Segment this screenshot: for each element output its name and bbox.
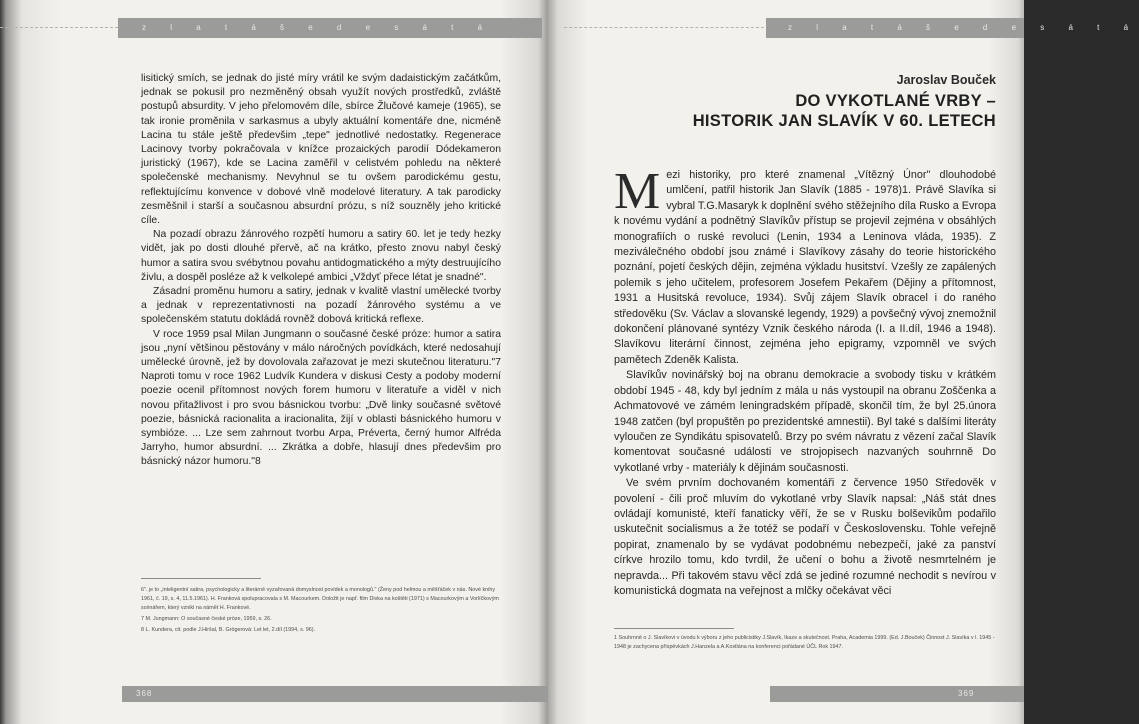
paragraph: lisitický smích, se jednak do jisté míry vrátil ke svým dadaistickým začátkům, jednak se pokusil pro nezměněný obsah využít nových prostředků, zvláště postupů absurdity. V jeho přelomovém díle, sbírce Žlučové kameje (1965), se tak ironie proměnila v sarkasmus a ubyly aktuální komentáře dne, nicméně Lacina tu stále ještě předevšim „tepe" jednotlivé nedostatky. Regenerace Lacinovy tvorby pokračovala v knížce prozaických parodií Dódekameron juristický (1967), kde se Lacina zaměřil v celistvém pohledu na některé společenské mechanismy. Nevyhnul se tu ovšem parodickému gestu, reflektujícímu konvence v dobové vlně modelové literatury. A tak parodicky zesměšnil i starší a současnou absurdní prózu, s níž souzněly jeho kritické cíle. [141,73,501,227]
lead-paragraph [614,163,996,368]
article-title-line2: HISTORIK JAN SLAVÍK V 60. LETECH [692,112,996,130]
article-author: Jaroslav Bouček [896,73,996,87]
running-header-text: z l a t á š e d e s á t á [788,23,1139,32]
header-dashes [0,27,118,28]
paragraph: Na pozadí obrazu žánrového rozpětí humoru a satiry 60. let je tedy hezky vidět, jak po dosti dlouhé přervě, ač na krátko, přesto znovu nabyl český humor a satira svou svébytnou povahu antidogmatického a mýty destruujícího živlu, a dospěl posléze až k velkolepé ambici „Vždyť přece létat je snadné". [141,229,501,283]
page-footer-left [122,686,548,702]
running-header-left [118,18,542,38]
paragraph: Slavíkův novinářský boj na obranu demokracie a svobody tisku v krátkém období 1945 - 48, kdy byl jedním z mála u nás vystoupil na obranu Zoščenka a Achmatovové ve zámém leningradském případě, skončil tím, že byl 25.února 1948 zatčen (byl propuštěn po prezidentské amnestii). Byl také s dalšími literáty vyloučen ze Syndikátu spisovatelů. Brzy po svém návratu z vězení začal Slavík komentovat současné události ve strojopisech nazvaných souhrnně Do vykotlané vrby - materiály k dějinám současnosti. [614,369,996,474]
right-page [548,0,1139,724]
paragraph: V roce 1959 psal Milan Jungmann o současné české próze: humor a satira jsou „nyní většinou pěstovány v málo náročných povídkách, které nedosahují umělecké úrovně, jež by dovolovala zařazovat je mezi skutečnou literaturu."7 Naproti tomu v roce 1962 Ludvík Kundera v diskusi Cesty a podoby moderní poezie ocenil přítomnost nových forem humoru v literatuře a viděl v nich novou přitažlivost i pro svou básnickou tvorbu: „Dvě linky současné světové poezie, básnická racionalita a iracionalita, žijí v oblasti básnického humoru v symbióze. ... Lze sem zahrnout tvorbu Arpa, Préverta, černý humor Alfréda Jarryho, humor absurdní. ... Zkrátka a dobře, hlasují dnes předevšim pro básnický názor humoru."8 [141,328,501,468]
paragraph: Zásadní proměnu humoru a satiry, jednak v kvalitě vlastní umělecké tvorby a jednak v reprezentativnosti na pozadí žánrového systému a ve společenském statutu dokládá rovněž dobová kritická reflexe. [141,286,501,326]
header-dashes [564,27,764,28]
right-body-text [614,163,996,599]
drop-cap: M [614,163,661,220]
right-footnotes [614,634,996,654]
footnote-rule [141,578,261,579]
footnote: 7 M. Jungmann: O současné české próze, 1959, s. 26. [141,616,272,622]
page-number: 369 [958,689,975,698]
left-page [0,0,548,724]
left-body-text [141,72,501,470]
footnote: 6". je to „inteligentní satira, psychologicky a literárně vyzařovaná domyslnost povídek a monologů." (Ženy pod helmou a měšťáček v nás. Nové knihy 1961, č. 19, s. 4, 11.5.1961). H. Franková spolupracovala s M. Macourkem. Doložit je např. film Divka na koštěti (1971) s Macourkovým a Vorlíčkovým scénářem, který vznikl na námět H. Frankové. [141,587,499,611]
running-header-right [766,18,1139,38]
page-number: 368 [136,689,153,698]
lead-paragraph-text: ezi historiky, pro které znamenal „Vítězný Únor" dlouhodobé umlčení, patřil historik Jan Slavík (1885 - 1978)1. Právě Slavíka si vybral T.G.Masaryk k doplnění svého stěžejního díla Rusko a Evropa k novému vydání a podnětný Slavíkův přístup se projevil zejména v obsáhlých monografiích o ruské revoluci (Lenin, 1934 a Leninova vláda, 1935). Z meziválečného období jsou známé i Slavíkovy zásahy do teorie historického poznání, pojetí českých dějin, zejména výkladu husitství. Vzešly ze zapálených polemik s jeho učitelem, profesorem Josefem Pekařem (Dějiny a přítomnost, 1931 a Husitská revoluce, 1934). Svůj zájem Slavík obracel i do raného středověku (Sv. Václav a slovanské legendy, 1929) a povšečný vývoj znemožnil dokončení plánované syntézy Vznik českého národa (I. a II.díl, 1946 a 1948). Slavíkovu literární činnost, zejména jeho epigramy, vzpomněl ve svých pamětech Zdeněk Kalista. [614,169,996,366]
footnote: 8 L. Kundera, cit. podle J.Hiršal, B. Grögerová: Let let, 2.díl (1994, s. 96). [141,627,316,633]
paragraph: Ve svém prvním dochovaném komentáři z července 1950 Středověk v povolení - čili proč mluvím do vykotlané vrby Slavík napsal: „Náš stát dnes ovládají komunisté, kteří fanaticky věří, že se v Rusku bolševikům podařilo uskutečnit socialismus a že totéž se podaří v Československu. Tohle veřejně popirat, znamenalo by se vydávat podobnému nebezpečí, jaké za panství církve hrozilo tomu, kdo tvrdil, že učení o bohu a životě nesmrtelném je nepravda... Při takovém stavu věcí zdá se jediné rozumné nechodit s nevírou v komunistická dogmata na veřejnost a mlčky očekávat věci [614,477,996,597]
footnote-rule [614,628,734,629]
footnote: 1 Souhrnně o J. Slavíkovi v úvodu k výboru z jeho publicistiky J.Slavík, Ikaze a skutečnost. Praha, Academia 1999. (Ed. J.Bouček) Činnost J. Slavíka v l. 1945 - 1948 je zachycena příspěvkách J.Hanzela a A.Kostlána na konferenci pořádané ÚČL Rok 1947. [614,635,995,650]
running-header-text: z l a t á š e d e s á t á [142,23,494,32]
left-footnotes [141,586,501,637]
article-title-line1: DO VYKOTLANÉ VRBY – [795,92,996,110]
page-footer-right [770,686,1024,702]
